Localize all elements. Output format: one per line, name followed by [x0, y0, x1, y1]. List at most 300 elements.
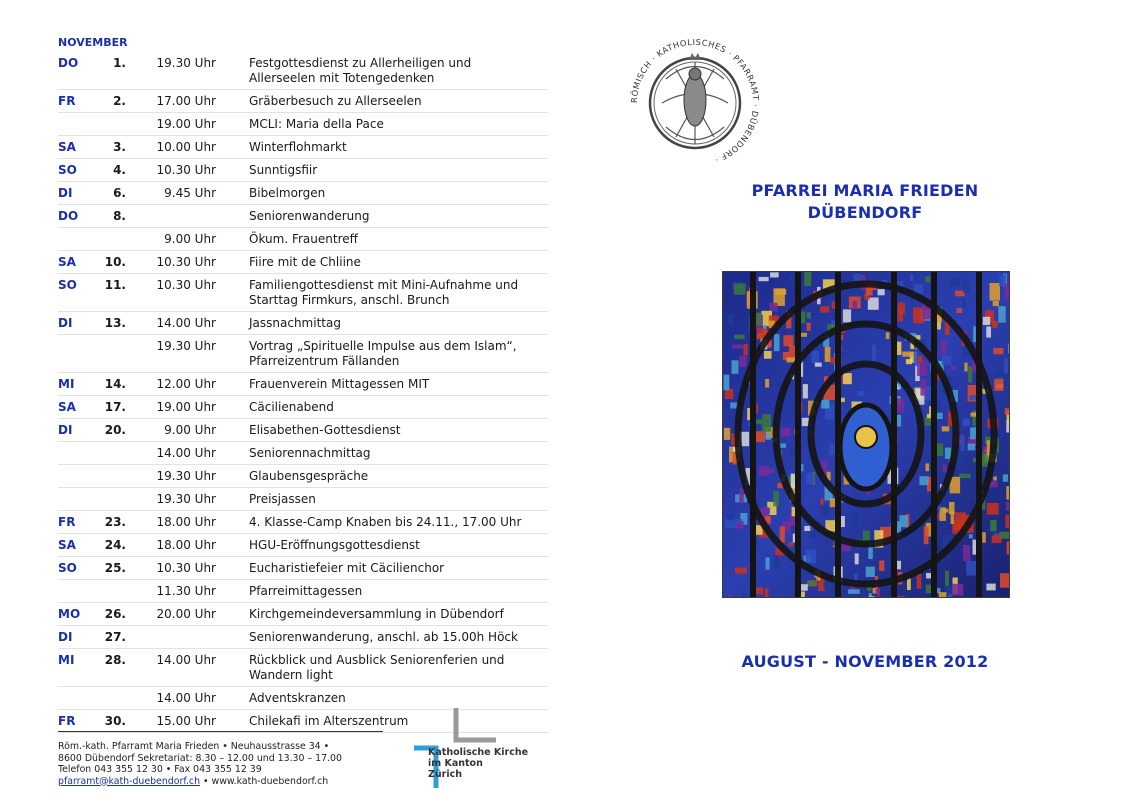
glass-shard: [1003, 474, 1008, 481]
glass-shard: [963, 545, 970, 561]
day-cell: FR: [58, 94, 76, 108]
event-cell: [249, 584, 549, 599]
event-cell: [249, 400, 549, 415]
day-cell: FR: [58, 515, 76, 529]
glass-shard: [987, 440, 990, 455]
seal-text: RÖMISCH · KATHOLISCHES · PFARRAMT · DÜBENDORF ·: [628, 36, 762, 166]
time-cell: 12.00 Uhr: [156, 377, 216, 391]
glass-shard: [724, 428, 730, 440]
schedule-row: [58, 90, 548, 113]
schedule-row: [58, 274, 548, 312]
glass-shard: [807, 312, 811, 319]
glass-shard: [926, 463, 930, 471]
schedule-row: [58, 649, 548, 687]
glass-shard: [777, 483, 782, 489]
parish-title-line-2: DÜBENDORF: [807, 203, 923, 222]
glass-shard: [951, 366, 955, 370]
glass-shard: [982, 532, 986, 543]
event-line: 4. Klasse-Camp Knaben bis 24.11., 17.00 Uhr: [249, 515, 522, 529]
glass-shard: [855, 553, 859, 564]
glass-shard: [943, 465, 947, 473]
glass-shard: [941, 340, 947, 354]
event-cell: [249, 163, 549, 178]
schedule-row: [58, 335, 548, 373]
glass-shard: [993, 348, 1003, 354]
date-cell: 6.: [113, 186, 126, 200]
glass-shard: [780, 526, 785, 543]
glass-shard: [783, 335, 793, 346]
kk-logo-line-2: im Kanton: [428, 758, 483, 769]
kk-logo-line-3: Zürich: [428, 769, 462, 780]
event-cell: [249, 339, 549, 369]
stained-glass-window-image: [722, 271, 1010, 598]
glass-shard: [739, 488, 744, 504]
glass-shard: [729, 595, 732, 598]
time-cell: 10.00 Uhr: [156, 140, 216, 154]
glass-shard: [878, 289, 885, 295]
glass-shard: [897, 596, 905, 598]
time-cell: 17.00 Uhr: [156, 94, 216, 108]
glass-shard: [747, 408, 750, 420]
event-line: Rückblick und Ausblick Seniorenferien und: [249, 653, 505, 667]
schedule-row: [58, 136, 548, 159]
day-cell: MO: [58, 607, 81, 621]
glass-shard: [968, 366, 972, 382]
event-cell: [249, 209, 549, 224]
glass-shard: [879, 561, 884, 571]
footer-address: [58, 741, 388, 787]
event-line: Cäcilienabend: [249, 400, 334, 414]
time-cell: 9.45 Uhr: [164, 186, 216, 200]
day-cell: SA: [58, 255, 76, 269]
schedule-row: [58, 603, 548, 626]
event-line: Seniorenwanderung: [249, 209, 370, 223]
time-cell: 19.30 Uhr: [156, 339, 216, 353]
event-line: Frauenverein Mittagessen MIT: [249, 377, 430, 391]
glass-shard: [806, 473, 814, 484]
glass-shard: [759, 277, 769, 281]
event-cell: [249, 515, 549, 530]
day-cell: MI: [58, 653, 75, 667]
day-cell: SA: [58, 400, 76, 414]
glass-shard: [1009, 344, 1011, 354]
event-cell: [249, 117, 549, 132]
glass-shard: [852, 512, 858, 529]
schedule-row: [58, 419, 548, 442]
glass-shard: [917, 361, 927, 376]
glass-shard: [902, 352, 913, 357]
date-cell: 14.: [104, 377, 126, 391]
event-line: Vortrag „Spirituelle Impulse aus dem Islam“,: [249, 339, 517, 353]
glass-shard: [727, 515, 734, 521]
glass-shard: [734, 284, 746, 295]
glass-shard: [824, 582, 834, 587]
period-title: AUGUST - NOVEMBER 2012: [741, 652, 989, 671]
event-line: Ökum. Frauentreff: [249, 232, 358, 246]
glass-shard: [869, 596, 875, 598]
footer-line-2: 8600 Dübendorf Sekretariat: 8.30 – 12.00 und 13.30 – 17.00: [58, 752, 342, 764]
time-cell: 18.00 Uhr: [156, 538, 216, 552]
glass-shard: [756, 431, 765, 442]
glass-shard: [735, 568, 747, 574]
event-cell: [249, 653, 549, 683]
time-cell: 19.30 Uhr: [156, 56, 216, 70]
glass-shard: [773, 555, 779, 568]
day-cell: DI: [58, 186, 73, 200]
time-cell: 10.30 Uhr: [156, 278, 216, 292]
schedule-row: [58, 557, 548, 580]
event-cell: [249, 255, 549, 270]
event-line: Kirchgemeindeversammlung in Dübendorf: [249, 607, 504, 621]
glass-shard: [853, 274, 861, 282]
glass-shard: [848, 589, 860, 594]
schedule-rows: [58, 52, 548, 733]
date-cell: 24.: [104, 538, 126, 552]
time-cell: 9.00 Uhr: [164, 232, 216, 246]
glass-shard: [1007, 541, 1010, 554]
date-cell: 27.: [104, 630, 126, 644]
glass-shard: [725, 389, 733, 399]
glass-shard: [764, 351, 772, 359]
time-cell: 19.30 Uhr: [156, 492, 216, 506]
schedule-row: [58, 228, 548, 251]
glass-shard: [742, 593, 745, 598]
event-cell: [249, 186, 549, 201]
glass-shard: [993, 477, 997, 481]
glass-shard: [1006, 502, 1010, 511]
glass-shard: [992, 321, 998, 328]
glass-shard: [807, 581, 817, 586]
event-line: Familiengottesdienst mit Mini-Aufnahme und: [249, 278, 519, 292]
event-line: Sunntigsfiir: [249, 163, 318, 177]
event-line-2: Pfarreizentrum Fällanden: [249, 354, 400, 368]
glass-shard: [866, 567, 875, 577]
glass-shard: [843, 309, 851, 322]
glass-shard: [1000, 573, 1010, 588]
event-line: Eucharistiefeier mit Cäcilienchor: [249, 561, 445, 575]
schedule-row: [58, 113, 548, 136]
glass-shard: [773, 491, 779, 506]
event-line: Pfarreimittagessen: [249, 584, 363, 598]
glass-shard: [973, 410, 976, 426]
schedule-row: [58, 52, 548, 90]
event-cell: [249, 140, 549, 155]
schedule: [58, 36, 548, 733]
event-cell: [249, 94, 549, 109]
day-cell: DI: [58, 630, 73, 644]
date-cell: 10.: [104, 255, 126, 269]
event-line: Winterflohmarkt: [249, 140, 347, 154]
event-cell: [249, 316, 549, 331]
glass-shard: [807, 323, 811, 331]
glass-shard: [872, 345, 876, 361]
glass-shard: [804, 272, 811, 286]
glass-shard: [1006, 486, 1010, 500]
day-cell: MI: [58, 377, 75, 391]
event-cell: [249, 538, 549, 553]
glass-shard: [945, 448, 951, 459]
glass-shard: [801, 584, 808, 591]
event-line: Glaubensgespräche: [249, 469, 369, 483]
event-line: Adventskranzen: [249, 691, 346, 705]
schedule-row: [58, 251, 548, 274]
glass-shard: [920, 379, 926, 396]
schedule-row: [58, 465, 548, 488]
glass-shard: [780, 444, 786, 448]
date-cell: 26.: [104, 607, 126, 621]
day-cell: SO: [58, 278, 77, 292]
event-line: Elisabethen-Gottesdienst: [249, 423, 401, 437]
glass-shard: [950, 277, 960, 287]
glass-shard: [886, 332, 890, 339]
glass-shard: [910, 275, 913, 282]
glass-shard: [986, 327, 991, 338]
glass-shard: [732, 360, 739, 374]
schedule-row: [58, 626, 548, 649]
event-line: Seniorenwanderung, anschl. ab 15.00h Höck: [249, 630, 518, 644]
glass-shard: [790, 450, 796, 456]
website-text: • www.kath-duebendorf.ch: [200, 775, 329, 787]
glass-shard: [919, 476, 928, 485]
event-line: Jassnachmittag: [249, 316, 341, 330]
event-line-2: Starttag Firmkurs, anschl. Brunch: [249, 293, 450, 307]
day-cell: SA: [58, 140, 76, 154]
glass-shard: [781, 428, 791, 437]
time-cell: 10.30 Uhr: [156, 163, 216, 177]
day-cell: DO: [58, 56, 79, 70]
glass-shard: [945, 571, 949, 586]
date-cell: 2.: [113, 94, 126, 108]
event-cell: [249, 691, 549, 706]
glass-shard: [774, 334, 780, 351]
glass-shard: [973, 326, 976, 342]
glass-shard: [765, 379, 769, 388]
glass-shard: [964, 363, 967, 372]
glass-shard: [815, 363, 822, 367]
glass-shard: [734, 335, 745, 340]
glass-shard: [759, 466, 769, 476]
glass-shard: [963, 419, 970, 427]
glass-shard: [957, 308, 963, 313]
event-cell: [249, 630, 549, 645]
time-cell: 14.00 Uhr: [156, 691, 216, 705]
date-cell: 13.: [104, 316, 126, 330]
event-line: Gräberbesuch zu Allerseelen: [249, 94, 422, 108]
footer-divider: [58, 731, 383, 732]
schedule-row: [58, 488, 548, 511]
glass-shard: [830, 444, 835, 455]
date-cell: 8.: [113, 209, 126, 223]
glass-shard: [853, 301, 858, 308]
day-cell: DO: [58, 209, 79, 223]
glass-shard: [969, 534, 973, 538]
event-cell: [249, 56, 549, 86]
schedule-row: [58, 580, 548, 603]
parish-title-line-1: PFARREI MARIA FRIEDEN: [751, 181, 979, 200]
event-line: Chilekafi im Alterszentrum: [249, 714, 409, 728]
glass-shard: [806, 550, 817, 564]
event-cell: [249, 377, 549, 392]
time-cell: 14.00 Uhr: [156, 653, 216, 667]
event-line: Seniorennachmittag: [249, 446, 371, 460]
glass-shard: [801, 592, 805, 599]
time-cell: 10.30 Uhr: [156, 561, 216, 575]
glass-shard: [1005, 408, 1010, 415]
glass-shard: [876, 588, 880, 596]
glass-shard: [925, 276, 930, 282]
event-cell: [249, 607, 549, 622]
glass-shard: [1005, 515, 1010, 529]
time-cell: 19.00 Uhr: [156, 400, 216, 414]
schedule-row: [58, 159, 548, 182]
event-line: Preisjassen: [249, 492, 316, 506]
glass-shard: [727, 314, 733, 325]
date-cell: 28.: [104, 653, 126, 667]
time-cell: 19.30 Uhr: [156, 469, 216, 483]
time-cell: 10.30 Uhr: [156, 255, 216, 269]
glass-shard: [960, 435, 964, 452]
glass-shard: [743, 344, 747, 355]
glass-shard: [775, 289, 786, 295]
time-cell: 19.00 Uhr: [156, 117, 216, 131]
glass-shard: [990, 283, 1001, 301]
date-cell: 3.: [113, 140, 126, 154]
day-cell: SO: [58, 163, 77, 177]
glass-shard: [983, 317, 990, 325]
event-cell: [249, 278, 549, 308]
schedule-row: [58, 511, 548, 534]
glass-shard: [852, 594, 856, 598]
schedule-row: [58, 687, 548, 710]
schedule-row: [58, 396, 548, 419]
glass-shard: [993, 301, 999, 306]
glass-shard: [987, 503, 999, 515]
date-cell: 17.: [104, 400, 126, 414]
glass-shard: [811, 351, 819, 363]
event-line: Bibelmorgen: [249, 186, 326, 200]
footer-line-4: [58, 776, 388, 788]
schedule-row: [58, 205, 548, 228]
glass-shard: [765, 588, 769, 598]
glass-shard: [898, 302, 905, 314]
schedule-row: [58, 312, 548, 335]
glass-shard: [963, 298, 966, 306]
date-cell: 23.: [104, 515, 126, 529]
footer-line-3: Telefon 043 355 12 30 • Fax 043 355 12 39: [58, 764, 262, 775]
glass-shard: [1009, 277, 1010, 284]
glass-shard: [765, 433, 770, 440]
parish-seal-icon: [626, 34, 764, 172]
glass-shard: [736, 519, 742, 523]
date-cell: 20.: [104, 423, 126, 437]
schedule-row: [58, 534, 548, 557]
event-cell: [249, 232, 549, 247]
time-cell: 9.00 Uhr: [164, 423, 216, 437]
glass-shard: [992, 535, 1002, 543]
glass-shard: [869, 593, 872, 598]
glass-shard: [959, 474, 970, 478]
glass-shard: [766, 558, 770, 570]
glass-shard: [724, 375, 730, 391]
glass-shard: [843, 373, 852, 384]
glass-shard: [939, 592, 947, 598]
schedule-row: [58, 373, 548, 396]
glass-shard: [739, 356, 747, 368]
glass-shard: [1005, 284, 1010, 299]
glass-shard: [917, 574, 922, 589]
date-cell: 25.: [104, 561, 126, 575]
time-cell: 18.00 Uhr: [156, 515, 216, 529]
date-cell: 11.: [104, 278, 126, 292]
date-cell: 4.: [113, 163, 126, 177]
day-cell: FR: [58, 714, 76, 728]
glass-shard: [789, 542, 794, 547]
event-line: MCLI: Maria della Pace: [249, 117, 384, 131]
day-cell: SA: [58, 538, 76, 552]
glass-shard: [963, 282, 969, 293]
glass-shard: [986, 584, 995, 591]
day-cell: DI: [58, 423, 73, 437]
event-line: HGU-Eröffnungsgottesdienst: [249, 538, 420, 552]
footer-line-1: Röm.-kath. Pfarramt Maria Frieden • Neuhausstrasse 34 •: [58, 741, 330, 752]
glass-shard: [952, 584, 963, 596]
glass-shard: [821, 400, 829, 409]
glass-shard: [942, 426, 950, 431]
email-link[interactable]: pfarramt@kath-duebendorf.ch: [58, 775, 201, 787]
glass-shard: [1004, 358, 1008, 373]
glass-shard: [863, 531, 870, 541]
event-line-2: Allerseelen mit Totengedenken: [249, 71, 435, 85]
glass-shard: [769, 303, 777, 312]
event-line-2: Wandern light: [249, 668, 333, 682]
time-cell: 14.00 Uhr: [156, 446, 216, 460]
glass-shard: [990, 520, 997, 532]
glass-shard: [951, 511, 954, 524]
date-cell: 1.: [113, 56, 126, 70]
glass-shard: [762, 414, 771, 432]
time-cell: 14.00 Uhr: [156, 316, 216, 330]
kk-logo-text: [428, 747, 528, 780]
day-cell: DI: [58, 316, 73, 330]
glass-shard: [820, 306, 829, 313]
time-cell: 11.30 Uhr: [156, 584, 216, 598]
day-cell: SO: [58, 561, 77, 575]
glass-shard: [998, 306, 1005, 323]
time-cell: 20.00 Uhr: [156, 607, 216, 621]
time-cell: 15.00 Uhr: [156, 714, 216, 728]
glass-shard: [966, 561, 976, 576]
glass-shard: [765, 516, 770, 521]
event-cell: [249, 423, 549, 438]
event-line: Festgottesdienst zu Allerheiligen und: [249, 56, 472, 70]
glass-shard: [820, 505, 829, 517]
glass-shard: [770, 272, 779, 277]
glass-shard: [899, 515, 908, 527]
month-title: NOVEMBER: [58, 36, 128, 49]
event-cell: [249, 492, 549, 507]
glass-shard: [942, 355, 952, 365]
event-line: Fiire mit de Chliine: [249, 255, 361, 269]
kk-logo-line-1: Katholische Kirche: [428, 747, 529, 758]
glass-shard: [994, 379, 1003, 391]
glass-shard: [968, 444, 976, 451]
date-cell: 30.: [104, 714, 126, 728]
glass-shard: [858, 391, 865, 397]
glass-shard: [732, 345, 743, 349]
schedule-row: [58, 182, 548, 205]
event-cell: [249, 561, 549, 576]
glass-shard: [825, 347, 831, 362]
